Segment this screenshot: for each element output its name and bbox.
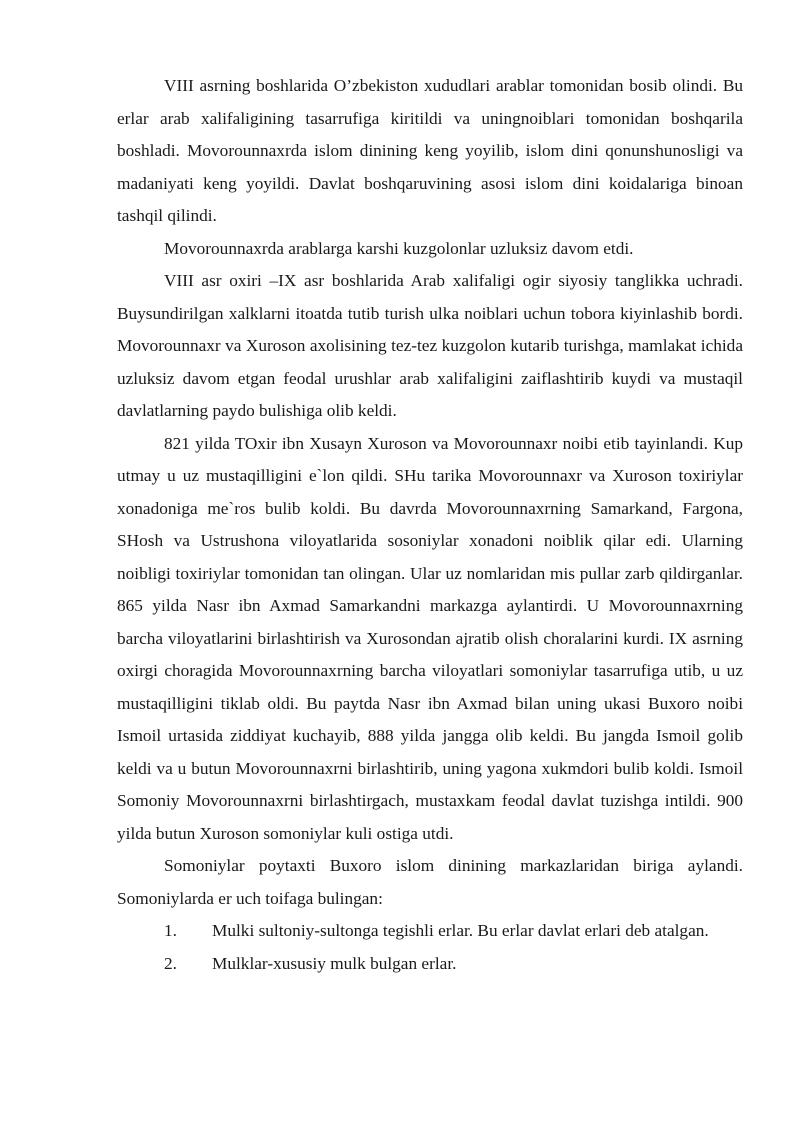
list-item-text: Mulklar-xususiy mulk bulgan erlar. (212, 953, 457, 973)
paragraph-uprisings: Movorounnaxrda arablarga karshi kuzgolonlar uzluksiz davom etdi. (164, 238, 634, 258)
land-categories-list (117, 915, 743, 980)
list-item-text: Mulki sultoniy-sultonga tegishli erlar. Bu erlar davlat erlari deb atalgan. (212, 921, 709, 940)
list-item (117, 915, 743, 948)
list-item-number: 2. (164, 953, 177, 973)
list-item (117, 948, 743, 981)
document-page (117, 70, 743, 980)
paragraph-caliphate-crisis: VIII asr oxiri –IX asr boshlarida Arab xalifaligi ogir siyosiy tanglikka uchradi. Buysundirilgan xalklarni itoatda tutib turish ulka noiblari uchun tobora kiyinlashib bordi. Movorounnaxr va Xuroson axolisining tez-tez kuzgolon kutarib turishga, mamlakat ichida uzluksiz davom etgan feodal urushlar arab xalifaligini zaiflashtirib kuydi va mustaqil davlatlarning paydo bulishiga olib keldi. (117, 271, 743, 420)
paragraph-bukhara-capital: Somoniylar poytaxti Buxoro islom dinining markazlaridan biriga aylandi. Somoniylarda er uch toifaga bulingan: (117, 856, 743, 908)
paragraph-arab-conquest: VIII asrning boshlarida O’zbekiston xududlari arablar tomonidan bosib olindi. Bu erlar arab xalifaligining tasarrufiga kiritildi va uningnoiblari tomonidan boshqarila boshladi. Movorounnaxrda islom dinining keng yoyilib, islom dini qonunshunosligi va madaniyati keng yoyildi. Davlat boshqaruvining asosi islom dini koidalariga binoan tashqil qilindi. (117, 76, 743, 225)
paragraph-tahirids-samanids: 821 yilda TOxir ibn Xusayn Xuroson va Movorounnaxr noibi etib tayinlandi. Kup utmay u uz mustaqilligini e`lon qildi. SHu tarika Movorounnaxr va Xuroson toxiriylar xonadoniga me`ros bulib koldi. Bu davrda Movorounnaxrning Samarkand, Fargona, SHosh va Ustrushona viloyatlarida sosoniylar xonadoni noiblik qilar edi. Ularning noibligi toxiriylar tomonidan tan olingan. Ular uz nomlaridan mis pullar zarb qildirganlar. 865 yilda Nasr ibn Axmad Samarkandni markazga aylantirdi. U Movorounnaxrning barcha viloyatlarini birlashtirish va Xurosondan ajratib olish choralarini kurdi. IX asrning oxirgi choragida Movorounnaxrning barcha viloyatlari somoniylar tasarrufiga utib, u uz mustaqilligini tiklab oldi. Bu paytda Nasr ibn Axmad bilan uning ukasi Buxoro noibi Ismoil urtasida ziddiyat kuchayib, 888 yilda jangga olib keldi. Bu jangda Ismoil golib keldi va u butun Movorounnaxrni birlashtirib, uning yagona xukmdori bulib koldi. Ismoil Somoniy Movorounnaxrni birlashtirgach, mustaxkam feodal davlat tuzishga intildi. 900 yilda butun Xuroson somoniylar kuli ostiga utdi. (117, 433, 743, 843)
list-item-number: 1. (164, 921, 177, 940)
